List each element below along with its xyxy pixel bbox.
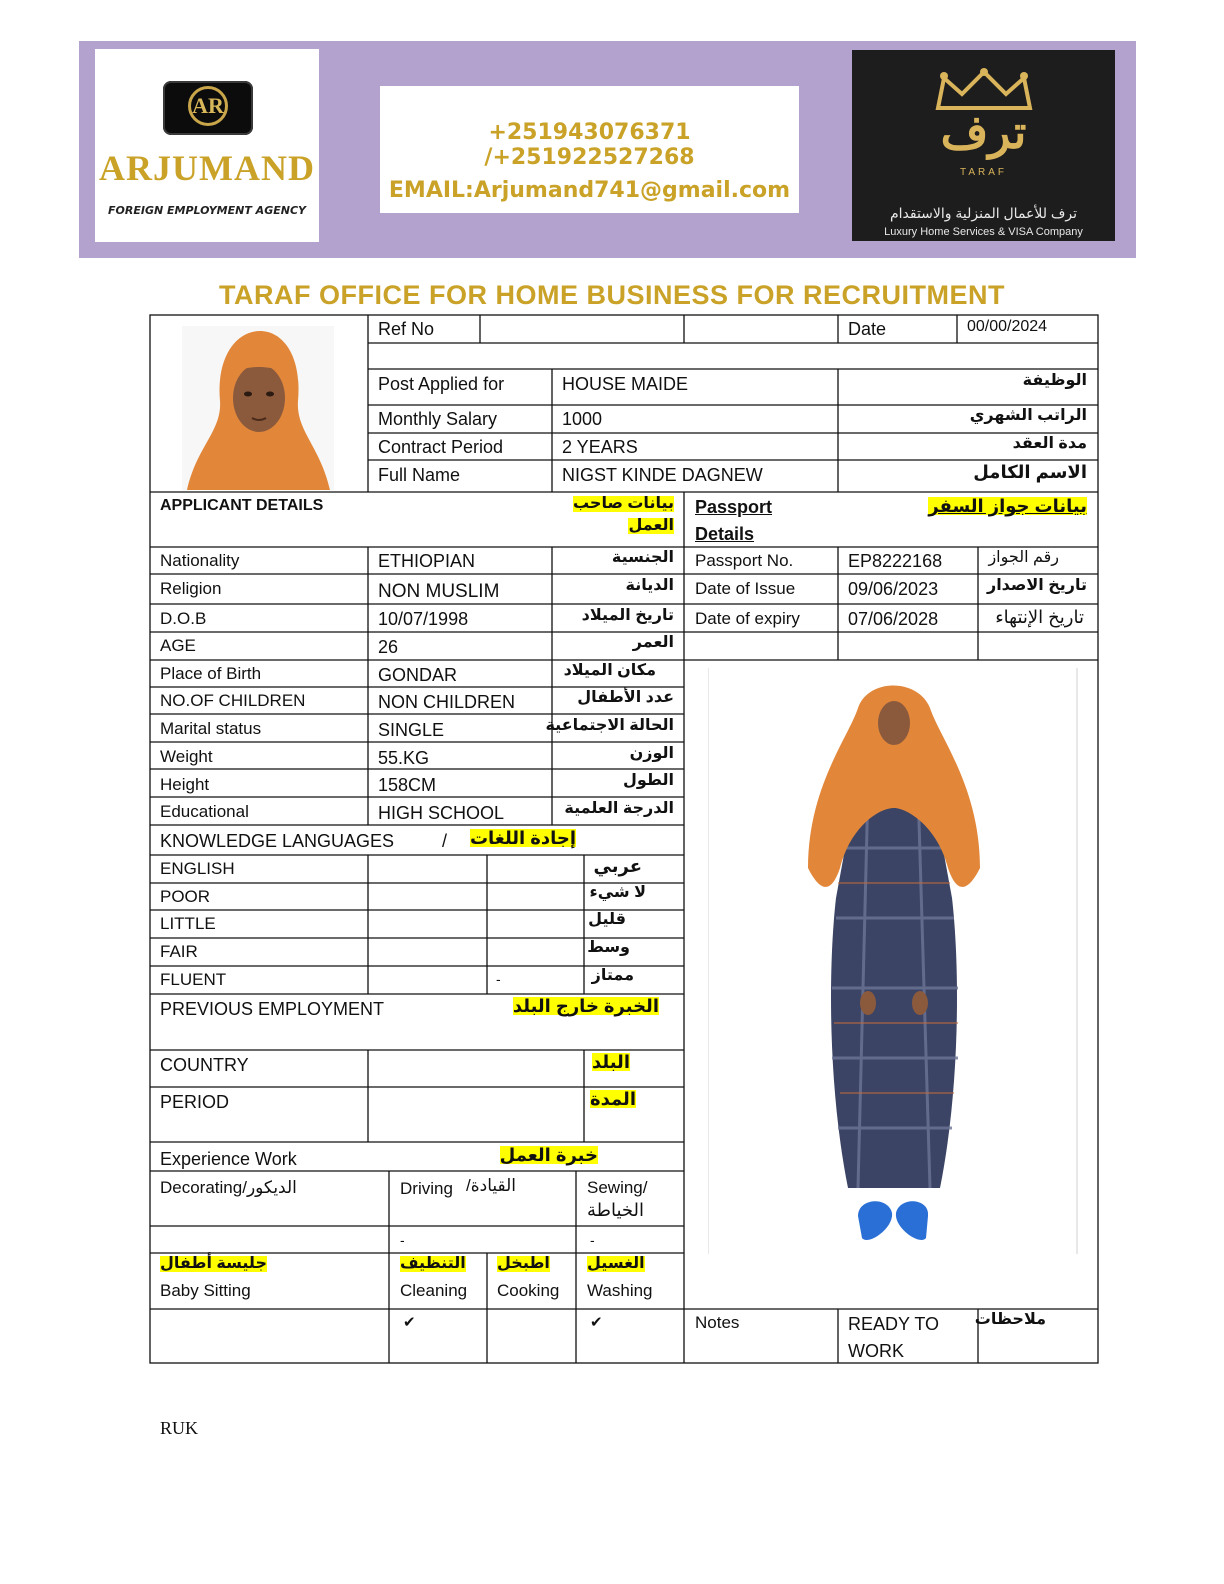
taraf-emblem: ترف xyxy=(940,105,1027,159)
applicant-row-label: AGE xyxy=(160,636,196,655)
applicant-row-arabic: الدرجة العلمية xyxy=(564,800,674,817)
applicant-headshot-photo xyxy=(182,326,334,490)
passport-details-heading-2: Details xyxy=(695,524,755,544)
applicant-row-value: ETHIOPIAN xyxy=(378,551,476,571)
applicant-details-arabic: بيانات صاحب xyxy=(572,495,674,512)
salary-label: Monthly Salary xyxy=(378,409,498,429)
experience-heading: Experience Work xyxy=(160,1149,297,1169)
skill-label: Baby Sitting xyxy=(160,1281,251,1300)
language-row-arabic: لا شيء xyxy=(589,884,646,901)
email-address: EMAIL:Arjumand741@gmail.com xyxy=(388,178,791,203)
applicant-row-arabic: مكان الميلاد xyxy=(563,662,656,679)
decorating-label: Decorating/الديكور xyxy=(160,1178,297,1197)
applicant-row-arabic: الجنسية xyxy=(611,549,674,566)
driving-arabic: /القيادة xyxy=(466,1176,517,1195)
language-row-label: LITTLE xyxy=(160,914,216,933)
partner-arabic-name: ترف للأعمال المنزلية والاستقدام xyxy=(889,205,1078,221)
country-arabic: البلد xyxy=(591,1052,630,1072)
sewing-value: - xyxy=(590,1232,595,1248)
passport-row-label: Date of Issue xyxy=(695,579,796,598)
language-row-label: FAIR xyxy=(160,942,198,961)
passport-row-arabic: رقم الجواز xyxy=(988,549,1059,566)
passport-details-arabic: بيانات جواز السفر xyxy=(928,496,1087,516)
taraf-wordmark: TARAF xyxy=(959,167,1008,178)
full-name-value: NIGST KINDE DAGNEW xyxy=(562,465,763,485)
applicant-details-heading: APPLICANT DETAILS xyxy=(160,497,324,514)
agency-subtitle: FOREIGN EMPLOYMENT AGENCY xyxy=(108,204,306,217)
arjumand-logo xyxy=(95,49,319,242)
skill-arabic: التنظيف xyxy=(400,1255,466,1272)
post-arabic: الوظيفة xyxy=(1022,372,1087,389)
full-name-label: Full Name xyxy=(378,465,461,485)
applicant-row-arabic: الطول xyxy=(623,772,674,789)
driving-label: Driving xyxy=(400,1179,453,1198)
post-label: Post Applied for xyxy=(378,374,505,394)
driving-value: - xyxy=(400,1232,405,1248)
language-row-label: ENGLISH xyxy=(160,859,235,878)
applicant-row-arabic: الحالة الاجتماعية xyxy=(545,717,674,734)
skill-arabic: اطبخل xyxy=(497,1255,550,1272)
language-row-arabic: ممتاز xyxy=(591,967,634,984)
date-label: Date xyxy=(848,319,887,339)
passport-row-label: Date of expiry xyxy=(695,609,800,628)
contract-arabic: مدة العقد xyxy=(1012,435,1087,452)
applicant-details-arabic-2: العمل xyxy=(628,517,674,534)
notes-arabic: ملاحظات xyxy=(974,1311,1046,1328)
applicant-row-label: D.O.B xyxy=(160,609,207,628)
contract-value: 2 YEARS xyxy=(562,437,638,457)
salary-arabic: الراتب الشهري xyxy=(969,407,1087,424)
applicant-row-arabic: عدد الأطفال xyxy=(577,689,674,706)
applicant-row-label: Marital status xyxy=(160,719,262,738)
language-row-arabic: وسط xyxy=(587,939,630,956)
applicant-row-value: 158CM xyxy=(378,775,437,795)
skill-check-icon: ✔ xyxy=(590,1314,603,1331)
skill-label: Washing xyxy=(587,1281,653,1300)
passport-row-arabic: تاريخ الاصدار xyxy=(986,577,1087,594)
applicant-row-arabic: الوزن xyxy=(629,745,674,762)
applicant-row-label: Nationality xyxy=(160,551,240,570)
notes-label: Notes xyxy=(695,1313,740,1332)
applicant-row-value: SINGLE xyxy=(378,720,445,740)
taraf-logo xyxy=(852,50,1115,241)
skill-arabic: الغسيل xyxy=(587,1255,645,1272)
sewing-label: Sewing/ xyxy=(587,1178,648,1197)
applicant-row-value: NON CHILDREN xyxy=(378,692,516,712)
skill-label: Cooking xyxy=(497,1281,560,1300)
partner-english-name: Luxury Home Services & VISA Company xyxy=(884,226,1083,238)
applicant-row-value: GONDAR xyxy=(378,665,458,685)
applicant-row-value: 10/07/1998 xyxy=(378,609,469,629)
applicant-row-label: Weight xyxy=(160,747,213,766)
language-row-label: FLUENT xyxy=(160,970,227,989)
experience-arabic: خبرة العمل xyxy=(499,1145,598,1165)
period-label: PERIOD xyxy=(160,1092,230,1112)
notes-value-2: WORK xyxy=(848,1341,904,1361)
notes-value: READY TO xyxy=(848,1314,940,1334)
applicant-row-label: Place of Birth xyxy=(160,664,262,683)
applicant-row-value: HIGH SCHOOL xyxy=(378,803,505,823)
ar-monogram-icon: AR xyxy=(163,81,253,135)
period-arabic: المدة xyxy=(589,1089,636,1109)
phone-numbers: +251943076371 /+251922527268 xyxy=(484,120,695,170)
skill-check-icon: ✔ xyxy=(403,1314,416,1331)
languages-slash: / xyxy=(442,831,448,851)
applicant-row-label: Height xyxy=(160,775,210,794)
languages-heading: KNOWLEDGE LANGUAGES xyxy=(160,831,395,851)
passport-row-arabic: تاريخ الإنتهاء xyxy=(995,607,1084,627)
skill-arabic: جليسة أطفال xyxy=(160,1255,267,1272)
post-value: HOUSE MAIDE xyxy=(562,374,689,394)
language-row-label: POOR xyxy=(160,887,211,906)
contract-label: Contract Period xyxy=(378,437,504,457)
ref-no-label: Ref No xyxy=(378,319,435,339)
country-label: COUNTRY xyxy=(160,1055,249,1075)
salary-value: 1000 xyxy=(562,409,603,429)
applicant-row-arabic: الديانة xyxy=(625,577,674,594)
full-name-arabic: الاسم الكامل xyxy=(973,462,1087,482)
passport-row-value: 09/06/2023 xyxy=(848,579,939,599)
language-row-arabic: عربي xyxy=(593,856,642,876)
skill-label: Cleaning xyxy=(400,1281,468,1300)
date-value: 00/00/2024 xyxy=(967,318,1048,335)
applicant-row-arabic: العمر xyxy=(632,634,674,651)
applicant-row-label: NO.OF CHILDREN xyxy=(160,691,306,710)
languages-arabic: إجادة اللغات xyxy=(469,828,576,848)
passport-row-value: 07/06/2028 xyxy=(848,609,939,629)
agency-name: ARJUMAND xyxy=(99,148,315,188)
page-title: TARAF OFFICE FOR HOME BUSINESS FOR RECRUITMENT xyxy=(219,280,1005,310)
applicant-row-arabic: تاريخ الميلاد xyxy=(581,607,674,624)
applicant-row-label: Religion xyxy=(160,579,222,598)
previous-employment-heading: PREVIOUS EMPLOYMENT xyxy=(160,999,385,1019)
sewing-arabic: الخياطة xyxy=(587,1200,644,1220)
language-row-arabic: قليل xyxy=(588,911,626,928)
applicant-full-body-photo xyxy=(708,668,1078,1254)
passport-row-value: EP8222168 xyxy=(848,551,943,571)
previous-employment-arabic: الخبرة خارج البلد xyxy=(512,996,659,1016)
footer-initials: RUK xyxy=(160,1418,199,1438)
applicant-row-label: Educational xyxy=(160,802,249,821)
applicant-row-value: NON MUSLIM xyxy=(378,581,500,602)
passport-details-heading: Passport xyxy=(695,497,773,517)
passport-row-label: Passport No. xyxy=(695,551,794,570)
contact-box xyxy=(380,86,799,213)
applicant-row-value: 55.KG xyxy=(378,748,430,768)
language-row-mid: - xyxy=(496,971,501,987)
applicant-row-value: 26 xyxy=(378,637,399,657)
